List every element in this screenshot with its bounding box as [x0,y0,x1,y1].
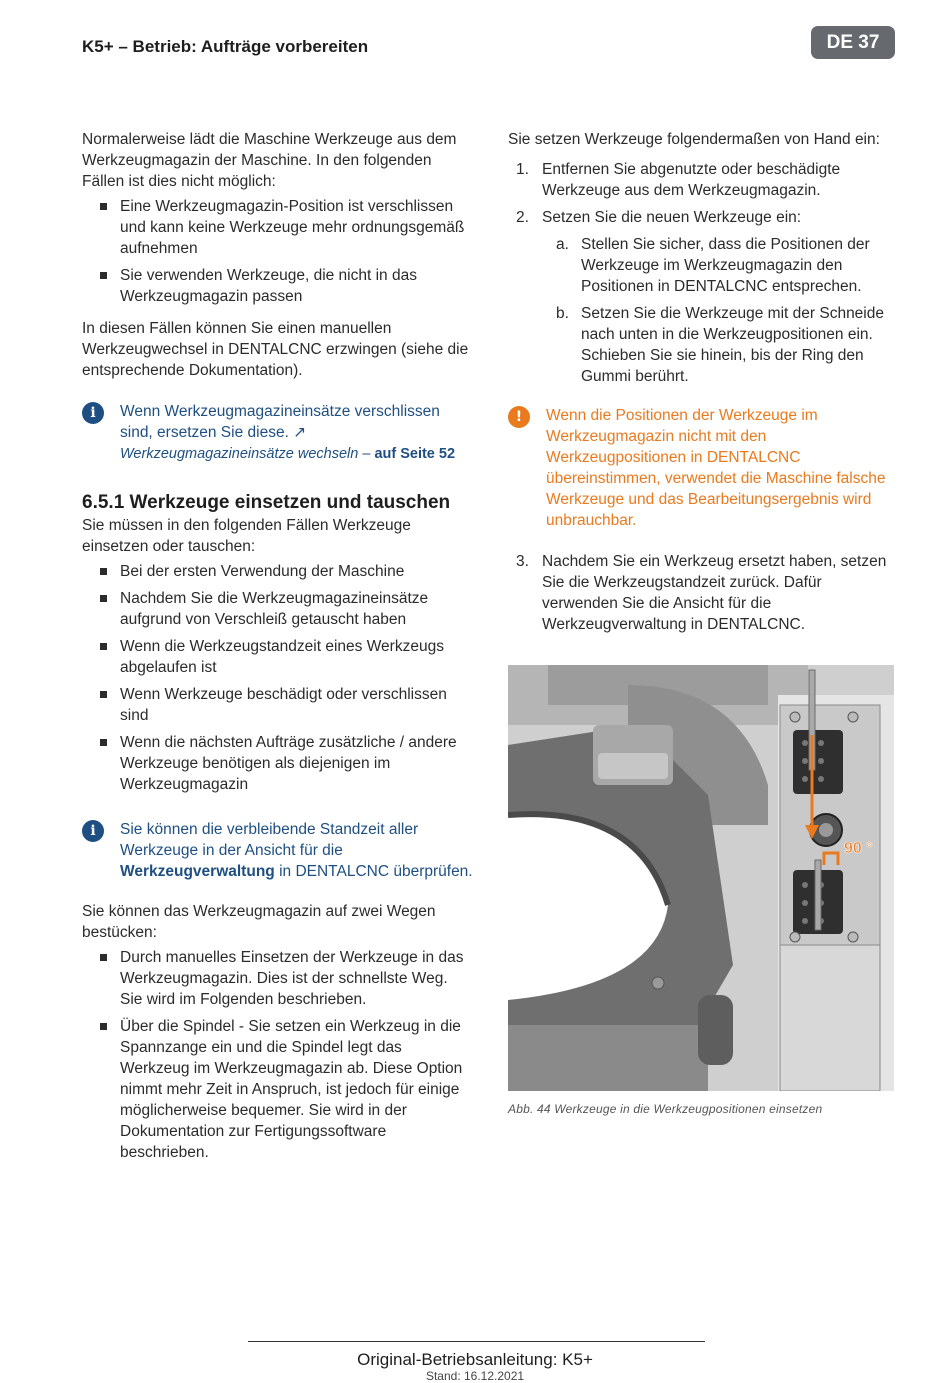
step-text: Entfernen Sie abgenutzte oder beschädigte Werkzeuge aus dem Werkzeugmagazin. [542,161,841,199]
info-note-magazine [82,401,474,465]
left-column [82,129,474,1169]
intro-paragraph: Normalerweise lädt die Maschine Werkzeuge aus dem Werkzeugmagazin der Maschine. In den folgenden Fällen ist dies nicht möglich: [82,131,457,190]
tool-magazine-figure [508,665,894,1091]
link-separator: – [358,446,375,462]
manual-change-paragraph: In diesen Fällen können Sie einen manuellen Werkzeugwechsel in DENTALCNC erzwingen (siehe die entsprechende Dokumentation). [82,320,469,379]
intro-bullet-list [82,196,474,307]
list-item: Sie verwenden Werkzeuge, die nicht in das Werkzeugmagazin passen [82,265,474,307]
tool-magazine-illustration [508,665,894,1091]
right-column [508,129,893,641]
step-text: Setzen Sie die neuen Werkzeuge ein: [542,209,802,226]
info-note-text: Wenn Werkzeugmagazineinsätze verschlissen sind, ersetzen Sie diese. [120,403,440,441]
info-note-bold-term: Werkzeugverwaltung [120,863,275,880]
section-heading: 6.5.1 Werkzeuge einsetzen und tauschen [82,492,451,513]
substep-text: Setzen Sie die Werkzeuge mit der Schneide nach unten in die Werkzeugpositionen ein. Schieben Sie sie hinein, bis der Ring den Gummi berührt. [581,305,884,385]
footer-title: Original-Betriebsanleitung: K5+ [357,1350,593,1369]
substeps-list [542,234,893,387]
list-item: Nachdem Sie die Werkzeugmagazineinsätze aufgrund von Verschleiß getauscht haben [82,588,474,630]
section-intro: Sie müssen in den folgenden Fällen Werkzeuge einsetzen oder tauschen: [82,517,411,555]
steps-list [508,159,893,387]
page-reference-link[interactable]: auf Seite 52 [374,446,456,462]
page-number-badge: DE 37 [811,26,895,59]
substep-item [542,303,893,387]
section-bullet-list [82,561,474,795]
steps-list-continued [508,551,893,635]
list-item: Über die Spindel - Sie setzen ein Werkzeug in die Spannzange ein und die Spindel legt das Werkzeug im Werkzeugmagazin ab. Diese Option nimmt mehr Zeit in Anspruch, ist jedoch für einige möglicherweise bequemer. Sie wird in der Dokumentation zur Fertigungssoftware beschrieben. [82,1016,474,1163]
list-item: Eine Werkzeugmagazin-Position ist verschlissen und kann keine Werkzeuge mehr ordnungsgemäß aufnehmen [82,196,474,259]
list-item: Durch manuelles Einsetzen der Werkzeuge in das Werkzeugmagazin. Dies ist der schnellste Weg. Sie wird im Folgenden beschrieben. [82,947,474,1010]
step-item [508,551,893,635]
step-number: 2. [516,209,529,226]
page-header-title: K5+ – Betrieb: Aufträge vorbereiten [82,37,369,56]
info-note-text: Sie können die verbleibende Standzeit aller Werkzeuge in der Ansicht für die [120,821,419,859]
substep-letter: a. [556,236,569,253]
info-icon: i [82,402,104,424]
info-note-tool-life [82,819,474,882]
list-item: Bei der ersten Verwendung der Maschine [82,561,474,582]
footer-divider [248,1341,705,1342]
angle-label: 90 ° [844,840,873,857]
step-item [508,159,893,201]
link-werkzeugmagazineinsaetze[interactable]: Werkzeugmagazineinsätze wechseln [120,446,359,462]
loading-intro: Sie können das Werkzeugmagazin auf zwei Wegen bestücken: [82,903,436,941]
substep-item [542,234,893,297]
substep-letter: b. [556,305,569,322]
step-item [508,207,893,387]
step-number: 3. [516,553,529,570]
warning-text: Wenn die Positionen der Werkzeuge im Werkzeugmagazin nicht mit den Werkzeugpositionen in DENTALCNC übereinstimmen, verwendet die Maschine falsche Werkzeuge und das Bearbeitungsergebnis wird unbrauchbar. [546,407,886,529]
warning-note [508,405,893,531]
list-item: Wenn Werkzeuge beschädigt oder verschlissen sind [82,684,474,726]
substep-text: Stellen Sie sicher, dass die Positionen der Werkzeuge im Werkzeugmagazin den Positionen in DENTALCNC entsprechen. [581,236,870,295]
info-icon: i [82,820,104,842]
external-link-icon: ↗ [293,424,307,441]
list-item: Wenn die Werkzeugstandzeit eines Werkzeugs abgelaufen ist [82,636,474,678]
footer-date: Stand: 16.12.2021 [425,1369,525,1383]
loading-bullet-list [82,947,474,1163]
info-note-text-end: in DENTALCNC überprüfen. [274,863,473,880]
list-item: Wenn die nächsten Aufträge zusätzliche / andere Werkzeuge benötigen als diejenigen im Werkzeugmagazin [82,732,474,795]
step-text: Nachdem Sie ein Werkzeug ersetzt haben, setzen Sie die Werkzeugstandzeit zurück. Dafür verwenden Sie die Ansicht für die Werkzeugverwaltung in DENTALCNC. [542,553,887,633]
warning-icon: ! [508,406,530,428]
right-intro: Sie setzen Werkzeuge folgendermaßen von Hand ein: [508,131,880,148]
step-number: 1. [516,161,529,178]
figure-caption: Abb. 44 Werkzeuge in die Werkzeugpositionen einsetzen [508,1102,823,1116]
